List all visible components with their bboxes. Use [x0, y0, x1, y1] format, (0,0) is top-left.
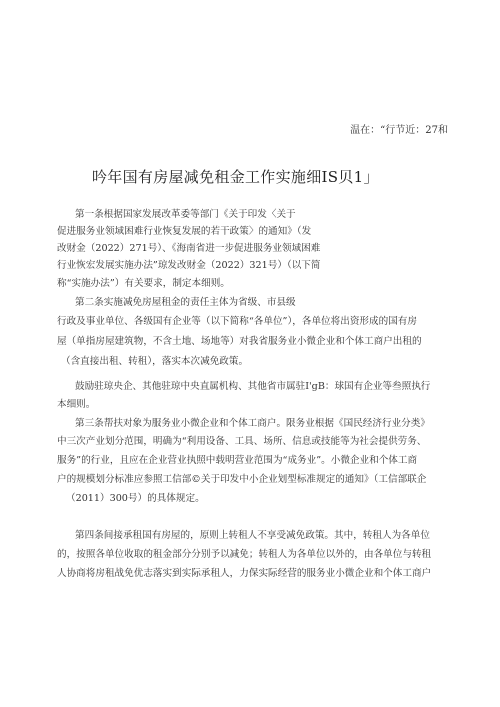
body-line: 本细则。: [57, 399, 96, 410]
body-line: 屋（单指房屋建筑物，不含土地、场地等）对我省服务业小微企业和个体工商户出租的: [57, 336, 422, 347]
body-line: 第三条帮扶对象为服务业小微企业和个体工商户。限务业根据《国民经济行业分类》: [75, 418, 430, 429]
body-line: 中三次产业划分范围，明确为“利用设备、工具、场所、信息或技能等为社会提供劳务、: [57, 436, 427, 447]
body-line: 服务”的行业，且应在企业营业执照中载明营业范围为“成务业”。小微企业和个体工商: [57, 455, 418, 466]
document-title: 吟年国有房屋减免租金工作实施细IS贝1」: [92, 168, 379, 186]
body-line: （含直接出租、转租），落实本次减免政策。: [61, 356, 249, 367]
body-line: 的，按照各单位收取的租金部分分别予以减免；转租人为各单位以外的，由各单位与转租: [57, 549, 432, 560]
body-line: 鼓励驻琼央企、其他驻琼中央直属机构、其他省市属驻I'gB：球国有企业等叁照执行: [75, 381, 431, 392]
body-line: 第四条间接承租国有房屋的，原则上转租人不享受减免政策。其中，转租人为各单位: [75, 530, 430, 541]
body-line: （2011）300号）的具体规定。: [66, 493, 205, 504]
body-line: 户的规模划分标准应参照工信部©关于印发中小企业划型标准规定的通知》（工信部联企: [57, 474, 427, 485]
body-line: 改财金（2022）271号）、《海南省进一步促进服务业领域困难: [57, 243, 321, 254]
body-line: 行业恢宏发展实施办法”琼发改财金（2022）321号）（以下简: [57, 260, 321, 271]
body-line: 行政及事业单位、各级国有企业等（以下简称“各单位”），各单位将出资形成的国有房: [57, 316, 417, 327]
body-line: 第一条根据国家发展改革委等部门《关于印发〈关于: [75, 209, 296, 220]
body-line: 第二条实施减免房屋租金的责任主体为省级、市县级: [75, 297, 296, 308]
header-note: 温在：“行节近：27和: [350, 125, 448, 136]
body-line: 促进服务业领域困难行业恢复发展的若干政策〉的通知》（发: [57, 226, 312, 237]
body-line: 称“实施办法”）有关要求，制定本细则。: [57, 278, 230, 289]
body-line: 人协商将房租战免优志落实到实际承租人，力保实际经营的服务业小微企业和个体工商户: [57, 568, 432, 579]
